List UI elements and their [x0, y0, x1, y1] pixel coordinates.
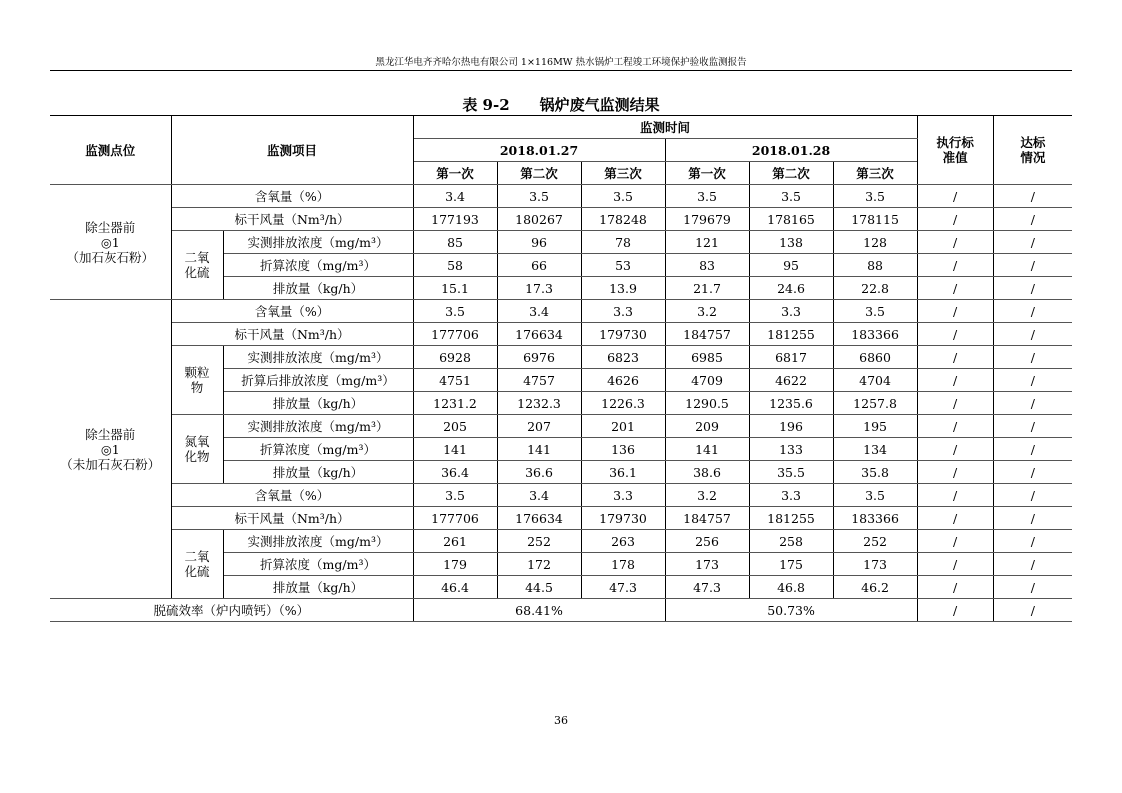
report-header: 黑龙江华电齐齐哈尔热电有限公司 1×116MW 热水锅炉工程竣工环境保护验收监测报告 [375, 57, 747, 68]
row-value: 128 [833, 231, 917, 254]
table-row [50, 231, 1072, 254]
row-compliance: / [993, 392, 1072, 415]
row-compliance: / [993, 461, 1072, 484]
row-item-label: 折算浓度（mg/m³） [223, 553, 413, 576]
subgroup-so2-text: 二氧 化硫 [184, 549, 210, 579]
row-value: 173 [665, 553, 749, 576]
col-standard-text: 执行标准值 [936, 135, 974, 165]
row-value: 176634 [497, 507, 581, 530]
row-value: 4704 [833, 369, 917, 392]
row-value: 207 [497, 415, 581, 438]
subgroup-so2-text: 二氧 化硫 [184, 250, 210, 280]
row-value: 175 [749, 553, 833, 576]
row-compliance: / [993, 185, 1072, 208]
row-value: 4622 [749, 369, 833, 392]
row-item-label: 标干风量（Nm³/h） [171, 323, 413, 346]
table-title [0, 94, 1122, 115]
row-value: 3.5 [833, 185, 917, 208]
row-value: 178115 [833, 208, 917, 231]
col-run-1-d1: 第一次 [413, 162, 497, 185]
table-row [50, 507, 1072, 530]
row-value: 35.5 [749, 461, 833, 484]
col-run-2-d2: 第二次 [749, 162, 833, 185]
row-value: 3.3 [581, 300, 665, 323]
row-standard: / [917, 185, 993, 208]
row-value: 252 [497, 530, 581, 553]
row-compliance: / [993, 208, 1072, 231]
row-value: 83 [665, 254, 749, 277]
row-value: 172 [497, 553, 581, 576]
row-compliance: / [993, 231, 1072, 254]
table-row [50, 530, 1072, 553]
row-item-label: 实测排放浓度（mg/m³） [223, 530, 413, 553]
header-rule [50, 70, 1072, 71]
row-value: 47.3 [581, 576, 665, 599]
row-value: 44.5 [497, 576, 581, 599]
row-value: 38.6 [665, 461, 749, 484]
row-value: 181255 [749, 323, 833, 346]
table-row [50, 484, 1072, 507]
row-value: 201 [581, 415, 665, 438]
row-standard: / [917, 576, 993, 599]
row-value: 1290.5 [665, 392, 749, 415]
row-value: 178248 [581, 208, 665, 231]
row-standard: / [917, 530, 993, 553]
row-standard: / [917, 231, 993, 254]
row-value: 6976 [497, 346, 581, 369]
page-number: 36 [554, 714, 568, 727]
row-value: 181255 [749, 507, 833, 530]
col-compliance-text: 达标情况 [1020, 135, 1046, 165]
row-value: 3.2 [665, 484, 749, 507]
row-standard: / [917, 346, 993, 369]
subgroup-pm-text: 颗粒 物 [184, 365, 210, 395]
row-item-label: 排放量（kg/h） [223, 461, 413, 484]
row-value: 3.5 [833, 484, 917, 507]
row-item-label: 含氧量（%） [171, 300, 413, 323]
row-item-label: 折算浓度（mg/m³） [223, 254, 413, 277]
row-item-label: 实测排放浓度（mg/m³） [223, 346, 413, 369]
row-value: 256 [665, 530, 749, 553]
row-value: 176634 [497, 323, 581, 346]
row-value: 53 [581, 254, 665, 277]
row-value: 179730 [581, 507, 665, 530]
row-standard: / [917, 300, 993, 323]
row-value: 196 [749, 415, 833, 438]
row-value: 46.4 [413, 576, 497, 599]
row-value: 261 [413, 530, 497, 553]
row-value: 96 [497, 231, 581, 254]
row-value: 141 [413, 438, 497, 461]
row-value: 88 [833, 254, 917, 277]
row-value: 4709 [665, 369, 749, 392]
row-value: 3.5 [749, 185, 833, 208]
row-value: 179 [413, 553, 497, 576]
row-value: 6860 [833, 346, 917, 369]
row-compliance: / [993, 277, 1072, 300]
row-value: 138 [749, 231, 833, 254]
row-standard: / [917, 461, 993, 484]
row-value: 179730 [581, 323, 665, 346]
group-2-label-text: 除尘器前 ◎1 （未加石灰石粉） [60, 426, 161, 472]
row-value: 21.7 [665, 277, 749, 300]
row-value: 133 [749, 438, 833, 461]
row-compliance: / [993, 530, 1072, 553]
row-value: 15.1 [413, 277, 497, 300]
row-value: 46.2 [833, 576, 917, 599]
row-standard: / [917, 507, 993, 530]
table-row [50, 185, 1072, 208]
row-value: 3.3 [749, 484, 833, 507]
row-item-label: 含氧量（%） [171, 484, 413, 507]
row-standard: / [917, 553, 993, 576]
row-value: 3.4 [413, 185, 497, 208]
row-value: 184757 [665, 507, 749, 530]
row-value: 4757 [497, 369, 581, 392]
row-item-label: 含氧量（%） [171, 185, 413, 208]
row-item-label: 标干风量（Nm³/h） [171, 507, 413, 530]
header-row-1 [50, 116, 1072, 139]
row-value: 3.5 [497, 185, 581, 208]
row-compliance: / [993, 254, 1072, 277]
row-value: 17.3 [497, 277, 581, 300]
row-compliance: / [993, 415, 1072, 438]
row-value: 95 [749, 254, 833, 277]
row-value: 134 [833, 438, 917, 461]
row-value: 195 [833, 415, 917, 438]
row-item-label: 标干风量（Nm³/h） [171, 208, 413, 231]
desulfurization-row [50, 599, 1072, 622]
row-value: 258 [749, 530, 833, 553]
row-value: 1232.3 [497, 392, 581, 415]
subgroup-so2 [171, 231, 223, 300]
row-compliance: / [993, 553, 1072, 576]
row-compliance: / [993, 323, 1072, 346]
row-value: 46.8 [749, 576, 833, 599]
col-date-2: 2018.01.28 [665, 139, 917, 162]
table-row [50, 415, 1072, 438]
boiler-emission-table [50, 115, 1072, 622]
row-value: 136 [581, 438, 665, 461]
row-value: 183366 [833, 507, 917, 530]
row-value: 3.3 [581, 484, 665, 507]
row-value: 36.4 [413, 461, 497, 484]
row-value: 205 [413, 415, 497, 438]
row-value: 13.9 [581, 277, 665, 300]
row-value: 4751 [413, 369, 497, 392]
col-run-1-d2: 第一次 [665, 162, 749, 185]
row-value: 47.3 [665, 576, 749, 599]
row-value: 3.5 [413, 484, 497, 507]
col-monitoring-point: 监测点位 [50, 116, 171, 185]
row-value: 179679 [665, 208, 749, 231]
row-compliance: / [993, 438, 1072, 461]
row-value: 6817 [749, 346, 833, 369]
row-standard: / [917, 392, 993, 415]
row-value: 3.5 [581, 185, 665, 208]
subgroup-pm [171, 346, 223, 415]
row-value: 178165 [749, 208, 833, 231]
row-value: 3.4 [497, 484, 581, 507]
row-standard: / [917, 415, 993, 438]
row-value: 4626 [581, 369, 665, 392]
row-standard: / [917, 254, 993, 277]
row-value: 180267 [497, 208, 581, 231]
row-value: 24.6 [749, 277, 833, 300]
row-value: 1257.8 [833, 392, 917, 415]
subgroup-nox-text: 氮氧 化物 [184, 434, 210, 464]
col-date-1: 2018.01.27 [413, 139, 665, 162]
row-value: 1226.3 [581, 392, 665, 415]
row-value: 6823 [581, 346, 665, 369]
row-item-label: 排放量（kg/h） [223, 392, 413, 415]
desulfurization-value-d1: 68.41% [413, 599, 665, 622]
row-value: 3.5 [665, 185, 749, 208]
row-standard: / [917, 484, 993, 507]
row-value: 141 [497, 438, 581, 461]
row-item-label: 排放量（kg/h） [223, 576, 413, 599]
col-monitoring-time: 监测时间 [413, 116, 917, 139]
col-run-3-d2: 第三次 [833, 162, 917, 185]
row-value: 173 [833, 553, 917, 576]
row-value: 66 [497, 254, 581, 277]
row-value: 36.1 [581, 461, 665, 484]
group-1-label [50, 185, 171, 300]
desulfurization-standard: / [917, 599, 993, 622]
col-standard [917, 116, 993, 185]
subgroup-so2 [171, 530, 223, 599]
row-value: 252 [833, 530, 917, 553]
col-run-3-d1: 第三次 [581, 162, 665, 185]
row-value: 177706 [413, 507, 497, 530]
row-compliance: / [993, 576, 1072, 599]
table-row [50, 323, 1072, 346]
row-value: 35.8 [833, 461, 917, 484]
row-value: 183366 [833, 323, 917, 346]
row-standard: / [917, 438, 993, 461]
row-item-label: 折算后排放浓度（mg/m³） [223, 369, 413, 392]
row-value: 1235.6 [749, 392, 833, 415]
row-item-label: 折算浓度（mg/m³） [223, 438, 413, 461]
row-standard: / [917, 277, 993, 300]
row-compliance: / [993, 300, 1072, 323]
table-number: 表 9-2 [462, 96, 510, 114]
row-value: 3.4 [497, 300, 581, 323]
row-standard: / [917, 369, 993, 392]
row-value: 263 [581, 530, 665, 553]
row-value: 178 [581, 553, 665, 576]
row-value: 3.2 [665, 300, 749, 323]
row-value: 177706 [413, 323, 497, 346]
row-value: 22.8 [833, 277, 917, 300]
row-value: 58 [413, 254, 497, 277]
desulfurization-label: 脱硫效率（炉内喷钙）（%） [50, 599, 413, 622]
row-value: 3.5 [833, 300, 917, 323]
row-value: 209 [665, 415, 749, 438]
row-value: 141 [665, 438, 749, 461]
col-compliance [993, 116, 1072, 185]
row-value: 177193 [413, 208, 497, 231]
table-row [50, 346, 1072, 369]
group-1-label-text: 除尘器前 ◎1 （加石灰石粉） [66, 219, 154, 265]
col-run-2-d1: 第二次 [497, 162, 581, 185]
row-compliance: / [993, 507, 1072, 530]
table-row [50, 208, 1072, 231]
row-value: 3.3 [749, 300, 833, 323]
row-item-label: 排放量（kg/h） [223, 277, 413, 300]
desulfurization-compliance: / [993, 599, 1072, 622]
row-standard: / [917, 208, 993, 231]
row-compliance: / [993, 346, 1072, 369]
row-value: 36.6 [497, 461, 581, 484]
row-value: 85 [413, 231, 497, 254]
row-value: 121 [665, 231, 749, 254]
row-compliance: / [993, 484, 1072, 507]
row-value: 1231.2 [413, 392, 497, 415]
row-compliance: / [993, 369, 1072, 392]
desulfurization-value-d2: 50.73% [665, 599, 917, 622]
table-title-text: 锅炉废气监测结果 [539, 96, 660, 114]
row-value: 184757 [665, 323, 749, 346]
row-item-label: 实测排放浓度（mg/m³） [223, 415, 413, 438]
col-monitoring-item: 监测项目 [171, 116, 413, 185]
row-value: 78 [581, 231, 665, 254]
row-item-label: 实测排放浓度（mg/m³） [223, 231, 413, 254]
subgroup-nox [171, 415, 223, 484]
row-value: 6928 [413, 346, 497, 369]
table-row [50, 300, 1072, 323]
row-value: 3.5 [413, 300, 497, 323]
row-standard: / [917, 323, 993, 346]
group-2-label [50, 300, 171, 599]
row-value: 6985 [665, 346, 749, 369]
